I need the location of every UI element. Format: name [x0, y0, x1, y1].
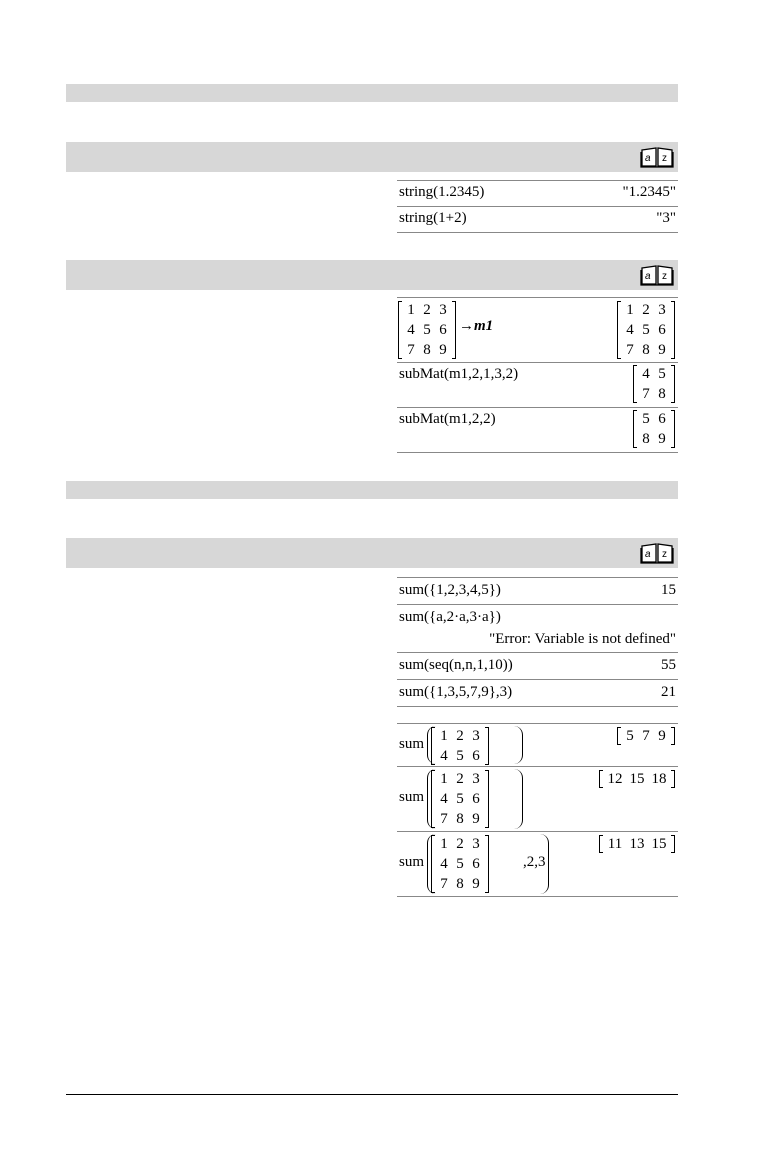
example-input: string(1+2): [399, 210, 467, 226]
example-row: [397, 363, 678, 408]
svg-text:z: z: [662, 271, 667, 282]
example-output: "1.2345": [622, 184, 676, 200]
sum-function-label: sum: [399, 854, 425, 870]
example-output: 15: [661, 582, 676, 598]
submat-examples: [397, 297, 678, 453]
example-row: [397, 207, 678, 233]
catalog-book-icon: [640, 146, 674, 168]
example-row: [397, 832, 678, 897]
svg-text:a: a: [645, 153, 651, 164]
svg-text:a: a: [645, 271, 651, 282]
sum-function-label: sum: [399, 789, 425, 805]
example-output: "Error: Variable is not defined": [489, 631, 676, 647]
svg-text:z: z: [662, 549, 667, 560]
example-input: sum(seq(n,n,1,10)): [399, 657, 513, 673]
extra-args: ,2,3: [523, 854, 546, 870]
example-row: [397, 723, 678, 767]
example-row: [397, 297, 678, 363]
example-input: subMat(m1,2,2): [399, 411, 496, 427]
svg-text:a: a: [645, 549, 651, 560]
example-output: "3": [656, 210, 676, 226]
example-input: sum({1,2,3,4,5}): [399, 582, 501, 598]
example-row: [397, 180, 678, 207]
footer-rule: [66, 1094, 678, 1095]
submat-result-matrix: 4 5 7 8: [633, 365, 675, 403]
example-row: [397, 680, 678, 707]
section-header-bar: [66, 481, 678, 499]
result-row-vector: 5 7 9: [617, 727, 675, 745]
string-header-bar: [66, 142, 678, 172]
example-input: sum({a,2·a,3·a}): [399, 609, 501, 625]
catalog-book-icon: [640, 542, 674, 564]
example-input: string(1.2345): [399, 184, 485, 200]
string-examples: [397, 180, 678, 233]
result-row-vector: 11 13 15: [599, 835, 675, 853]
section-header-bar: [66, 84, 678, 102]
example-output: 21: [661, 684, 676, 700]
matrix-2x3: 1 2 3 4 5 6: [431, 727, 489, 765]
submat-header-bar: [66, 260, 678, 290]
example-input: subMat(m1,2,1,3,2): [399, 366, 519, 382]
matrix-m1-input: 1 2 3 4 5 6 7 8 9: [398, 301, 456, 359]
submat-result-matrix: 5 6 8 9: [633, 410, 675, 448]
svg-text:z: z: [662, 153, 667, 164]
store-label: →m1: [459, 318, 494, 334]
example-output: 55: [661, 657, 676, 673]
sum-function-label: sum: [399, 736, 425, 752]
catalog-book-icon: [640, 264, 674, 286]
example-row: [397, 767, 678, 832]
example-row: [397, 605, 678, 653]
matrix-3x3: 1 2 3 4 5 6 7 8 9: [431, 770, 489, 828]
example-input: sum({1,3,5,7,9},3): [399, 684, 513, 700]
sum-examples: [397, 577, 678, 707]
example-row: [397, 408, 678, 453]
matrix-3x3: 1 2 3 4 5 6 7 8 9: [431, 835, 489, 893]
sum-header-bar: [66, 538, 678, 568]
result-row-vector: 12 15 18: [599, 770, 675, 788]
sum-matrix-examples: [397, 723, 678, 897]
matrix-m1-output: 1 2 3 4 5 6 7 8 9: [617, 301, 675, 359]
example-row: [397, 653, 678, 680]
example-row: [397, 577, 678, 605]
